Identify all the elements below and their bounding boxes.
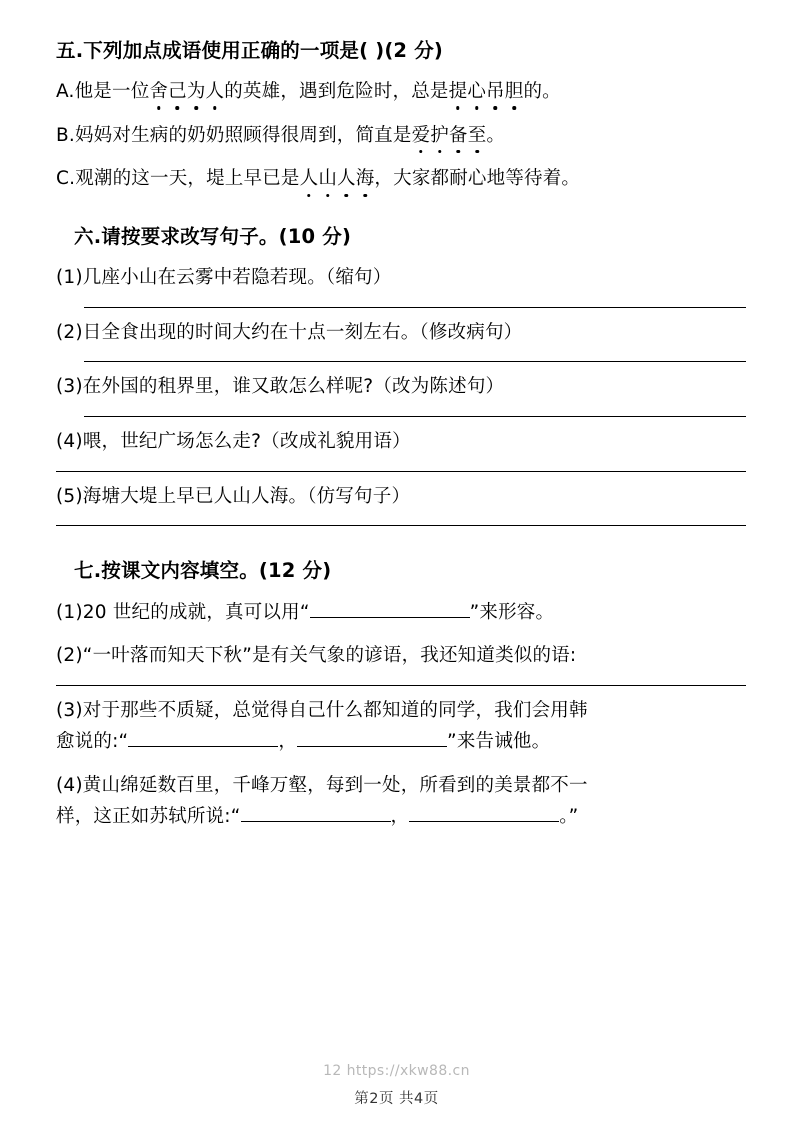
option-a-prefix: A.他是一位 — [56, 81, 150, 103]
option-b-prefix: B.妈妈对生病的奶奶照顾得很周到，简直是 — [56, 124, 412, 146]
page-footer: 第2页 共4页 — [354, 1091, 439, 1107]
section-6-question-5: (5)海塘大堤上早已人山人海。（仿写句子） — [56, 485, 411, 507]
answer-line-7-2[interactable] — [56, 685, 746, 686]
option-b-dotted-1: 爱护备至 — [412, 125, 487, 146]
option-b-suffix: 。 — [486, 124, 506, 146]
section-7-question-4-line1: (4)黄山绵延数百里，千峰万壑，每到一处，所看到的美景都不一 — [56, 774, 588, 796]
answer-line-6-3[interactable] — [84, 416, 746, 417]
answer-line-6-1[interactable] — [84, 307, 746, 308]
section-6-question-4: (4)喂，世纪广场怎么走?（改成礼貌用语） — [56, 431, 411, 453]
q7-1-text-before: (1)20 世纪的成就，真可以用“ — [56, 601, 310, 623]
q7-4-text-before: 样，这正如苏轼所说:“ — [56, 806, 241, 828]
answer-line-6-2[interactable] — [84, 361, 746, 362]
section-6-heading: 六.请按要求改写句子。(10 分) — [74, 225, 352, 249]
section-5-option-c — [56, 164, 746, 194]
section-5-option-b — [56, 121, 746, 151]
q7-4-text-after: 。” — [559, 806, 579, 828]
option-a-dotted-1: 舍己为人 — [149, 81, 224, 102]
section-5-heading: 五.下列加点成语使用正确的一项是( )(2 分) — [56, 39, 444, 62]
option-a-dotted-2: 提心吊胆 — [449, 81, 524, 102]
q7-3-text-after: ”来告诫他。 — [447, 731, 551, 753]
q7-3-blank-2[interactable] — [297, 746, 447, 747]
q7-4-blank-1[interactable] — [241, 821, 391, 822]
section-7-question-3-line1: (3)对于那些不质疑，总觉得自己什么都知道的同学，我们会用韩 — [56, 699, 588, 721]
option-c-mid: ，大家都耐心地等待着。 — [374, 168, 581, 190]
q7-3-text-before: 愈说的:“ — [56, 731, 129, 753]
option-c-dotted-1: 人山人海 — [300, 168, 375, 189]
section-5-option-a — [56, 77, 746, 107]
section-6-question-2: (2)日全食出现的时间大约在十点一刻左右。（修改病句） — [56, 321, 523, 343]
option-a-mid: 的英雄，遇到危险时，总是 — [224, 81, 449, 103]
q7-3-comma: ， — [278, 731, 298, 753]
answer-line-6-5[interactable] — [56, 525, 746, 526]
option-a-suffix: 的。 — [523, 81, 561, 103]
option-c-prefix: C.观潮的这一天，堤上早已是 — [56, 168, 300, 190]
q7-1-blank[interactable] — [310, 617, 470, 618]
watermark: 12 https://xkw88.cn — [323, 1063, 470, 1079]
q7-1-text-after: ”来形容。 — [469, 601, 555, 623]
answer-line-6-4[interactable] — [56, 471, 746, 472]
section-7-question-1 — [56, 598, 746, 628]
page-content — [56, 36, 746, 834]
section-7-question-2: (2)“一叶落而知天下秋”是有关气象的谚语，我还知道类似的语: — [56, 645, 577, 667]
section-7-heading: 七.按课文内容填空。(12 分) — [74, 559, 332, 583]
q7-3-blank-1[interactable] — [128, 746, 278, 747]
q7-4-comma: ， — [390, 806, 410, 828]
section-7-question-3-line2 — [56, 727, 746, 757]
section-7-question-4-line2 — [56, 802, 746, 832]
q7-4-blank-2[interactable] — [409, 821, 559, 822]
section-6-question-3: (3)在外国的租界里，谁又敢怎么样呢?（改为陈述句） — [56, 376, 505, 398]
section-6-question-1: (1)几座小山在云雾中若隐若现。（缩句） — [56, 267, 392, 289]
